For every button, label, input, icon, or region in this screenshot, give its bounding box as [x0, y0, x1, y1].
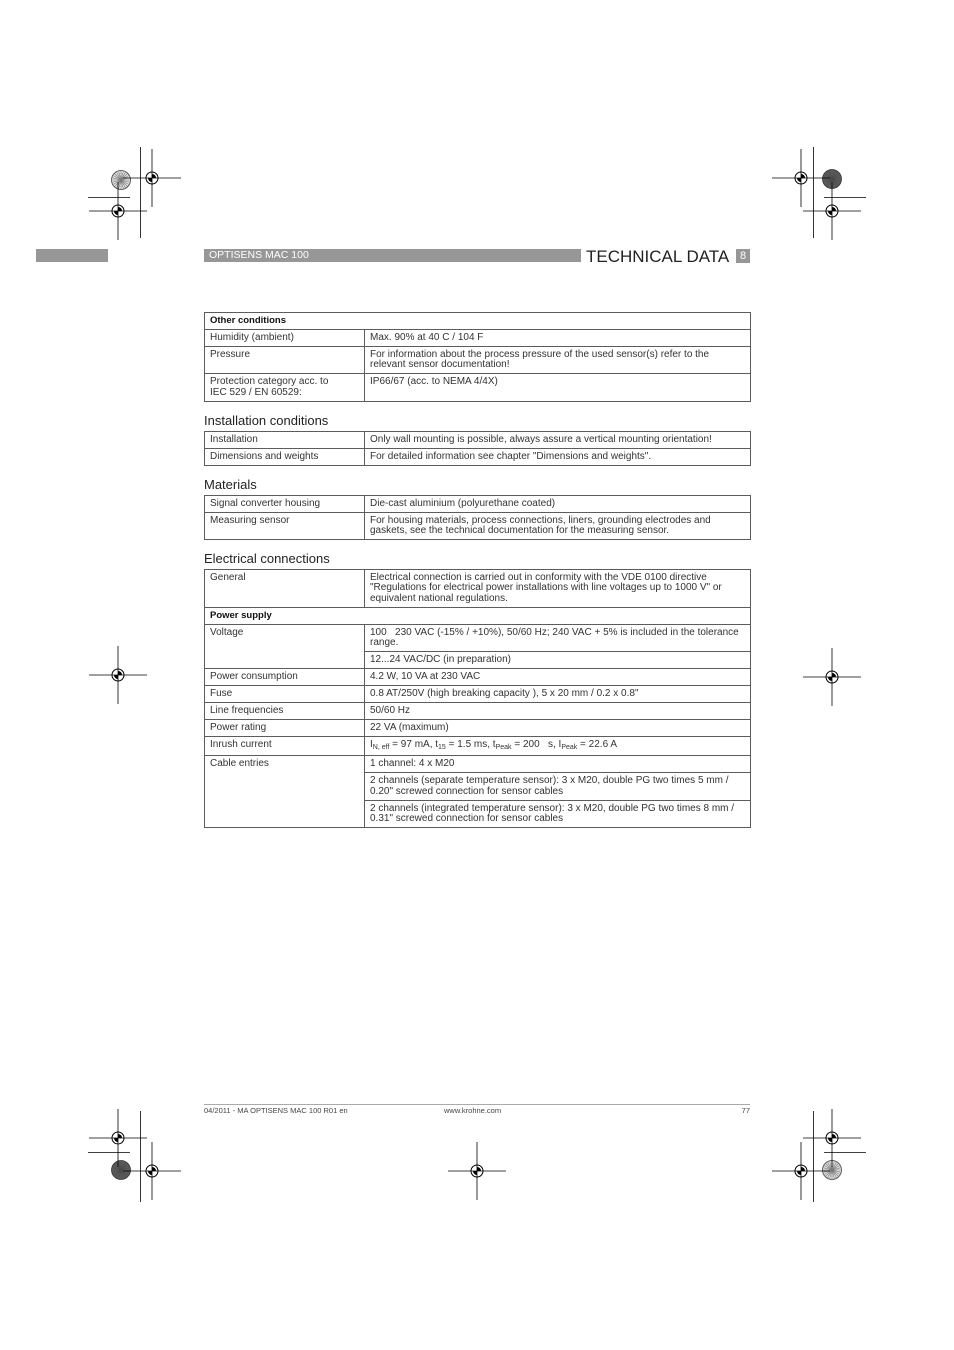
product-name: OPTISENS MAC 100: [209, 249, 309, 261]
table-row: [205, 374, 751, 401]
row-value: 50/60 Hz: [365, 703, 751, 720]
chapter-title: TECHNICAL DATA: [586, 246, 730, 266]
table-row: [205, 330, 751, 347]
table-row: [205, 624, 751, 651]
table-row: [205, 432, 751, 449]
spec-section: [204, 413, 750, 466]
page-number: 77: [741, 1106, 750, 1115]
table-row: [205, 669, 751, 686]
registration-dial: [112, 1161, 131, 1180]
row-value: Max. 90% at 40 C / 104 F: [365, 330, 751, 347]
row-label: Pressure: [205, 347, 365, 374]
row-value: 100 230 VAC (-15% / +10%), 50/60 Hz; 240 VAC + 5% is included in the tolerance range.: [365, 624, 751, 651]
registration-target: [803, 648, 861, 706]
section-heading: Installation conditions: [204, 413, 329, 428]
registration-target: [89, 182, 147, 240]
value-subscript: 15: [438, 744, 446, 752]
row-label: General: [205, 570, 365, 608]
row-label: Inrush current: [205, 737, 365, 756]
value-text: = 97 mA, t: [389, 739, 439, 751]
table-row: [205, 737, 751, 756]
registration-target: [803, 1109, 861, 1167]
row-value: For housing materials, process connections, liners, grounding electrodes and gaskets, see the technical documentation for the measuring sensor.: [365, 513, 751, 540]
row-label: Voltage: [205, 624, 365, 668]
row-value: 22 VA (maximum): [365, 720, 751, 737]
row-label: Dimensions and weights: [205, 449, 365, 466]
group-header: Power supply: [205, 607, 751, 624]
table-group-row: [205, 313, 751, 330]
value-text: = 200 s, I: [511, 739, 562, 751]
row-value: For detailed information see chapter "Dimensions and weights".: [365, 449, 751, 466]
row-value: IP66/67 (acc. to NEMA 4/4X): [365, 374, 751, 401]
value-text: = 22.6 A: [577, 739, 618, 751]
header-bar: [204, 249, 581, 262]
table-row: [205, 756, 751, 773]
row-value: [365, 737, 751, 756]
footer-divider: [204, 1104, 750, 1105]
row-value: 1 channel: 4 x M20: [365, 756, 751, 773]
table-row: [205, 686, 751, 703]
table-row: [205, 720, 751, 737]
table-row: [205, 570, 751, 608]
registration-target: [89, 1109, 147, 1167]
row-value: 12...24 VAC/DC (in preparation): [365, 652, 751, 669]
row-value: 2 channels (separate temperature sensor): 3 x M20, double PG two times 5 mm / 0.20" screwed connection for sensor cables: [365, 773, 751, 800]
spec-table-body: [205, 496, 751, 540]
table-group-row: [205, 607, 751, 624]
group-header: Other conditions: [205, 313, 751, 330]
section-heading: Electrical connections: [204, 551, 330, 566]
row-label: Protection category acc. to IEC 529 / EN 60529:: [205, 374, 365, 401]
value-subscript: Peak: [495, 744, 512, 752]
registration-target: [803, 182, 861, 240]
spec-table-body: [205, 570, 751, 828]
row-label: Line frequencies: [205, 703, 365, 720]
spec-section: [204, 312, 750, 402]
row-label: Power rating: [205, 720, 365, 737]
chapter-number-badge: 8: [736, 249, 750, 263]
spec-table: [204, 431, 751, 466]
table-row: [205, 703, 751, 720]
table-row: [205, 496, 751, 513]
registration-dial: [823, 170, 842, 189]
spec-table: [204, 312, 751, 402]
row-value: Electrical connection is carried out in conformity with the VDE 0100 directive "Regulations for electrical power installations with line voltages up to 1000 V" or equivalent national regulations.: [365, 570, 751, 608]
table-row: [205, 513, 751, 540]
registration-target: [123, 149, 181, 207]
footer-document-reference: 04/2011 - MA OPTISENS MAC 100 R01 en: [204, 1106, 348, 1115]
spec-table: [204, 569, 751, 828]
registration-target: [123, 1142, 181, 1200]
registration-target: [772, 1142, 830, 1200]
row-label: Fuse: [205, 686, 365, 703]
row-value: Die-cast aluminium (polyurethane coated): [365, 496, 751, 513]
registration-dial: [823, 1161, 842, 1180]
value-text: I: [370, 739, 373, 751]
row-value: For information about the process pressure of the used sensor(s) refer to the relevant sensor documentation!: [365, 347, 751, 374]
spec-section: [204, 477, 750, 540]
registration-dial: [112, 171, 131, 190]
spec-table: [204, 495, 751, 540]
header-accent-bar: [36, 249, 108, 262]
row-label: Signal converter housing: [205, 496, 365, 513]
footer-website: www.krohne.com: [444, 1106, 502, 1115]
table-row: [205, 449, 751, 466]
value-subscript: Peak: [561, 744, 578, 752]
row-label: Installation: [205, 432, 365, 449]
row-label: Power consumption: [205, 669, 365, 686]
spec-table-body: [205, 313, 751, 402]
table-row: [205, 347, 751, 374]
spec-table-body: [205, 432, 751, 466]
value-text: = 1.5 ms, t: [445, 739, 496, 751]
row-value: Only wall mounting is possible, always assure a vertical mounting orientation!: [365, 432, 751, 449]
row-label: Humidity (ambient): [205, 330, 365, 347]
row-label: Cable entries: [205, 756, 365, 828]
value-subscript: N, eff: [372, 744, 390, 752]
row-value: 4.2 W, 10 VA at 230 VAC: [365, 669, 751, 686]
registration-target: [448, 1142, 506, 1200]
registration-target: [89, 646, 147, 704]
row-value: 0.8 AT/250V (high breaking capacity ), 5 x 20 mm / 0.2 x 0.8": [365, 686, 751, 703]
section-heading: Materials: [204, 477, 257, 492]
spec-section: [204, 551, 750, 828]
row-label: Measuring sensor: [205, 513, 365, 540]
row-value: 2 channels (integrated temperature sensor): 3 x M20, double PG two times 8 mm / 0.31" screwed connection for sensor cables: [365, 800, 751, 827]
registration-target: [772, 149, 830, 207]
